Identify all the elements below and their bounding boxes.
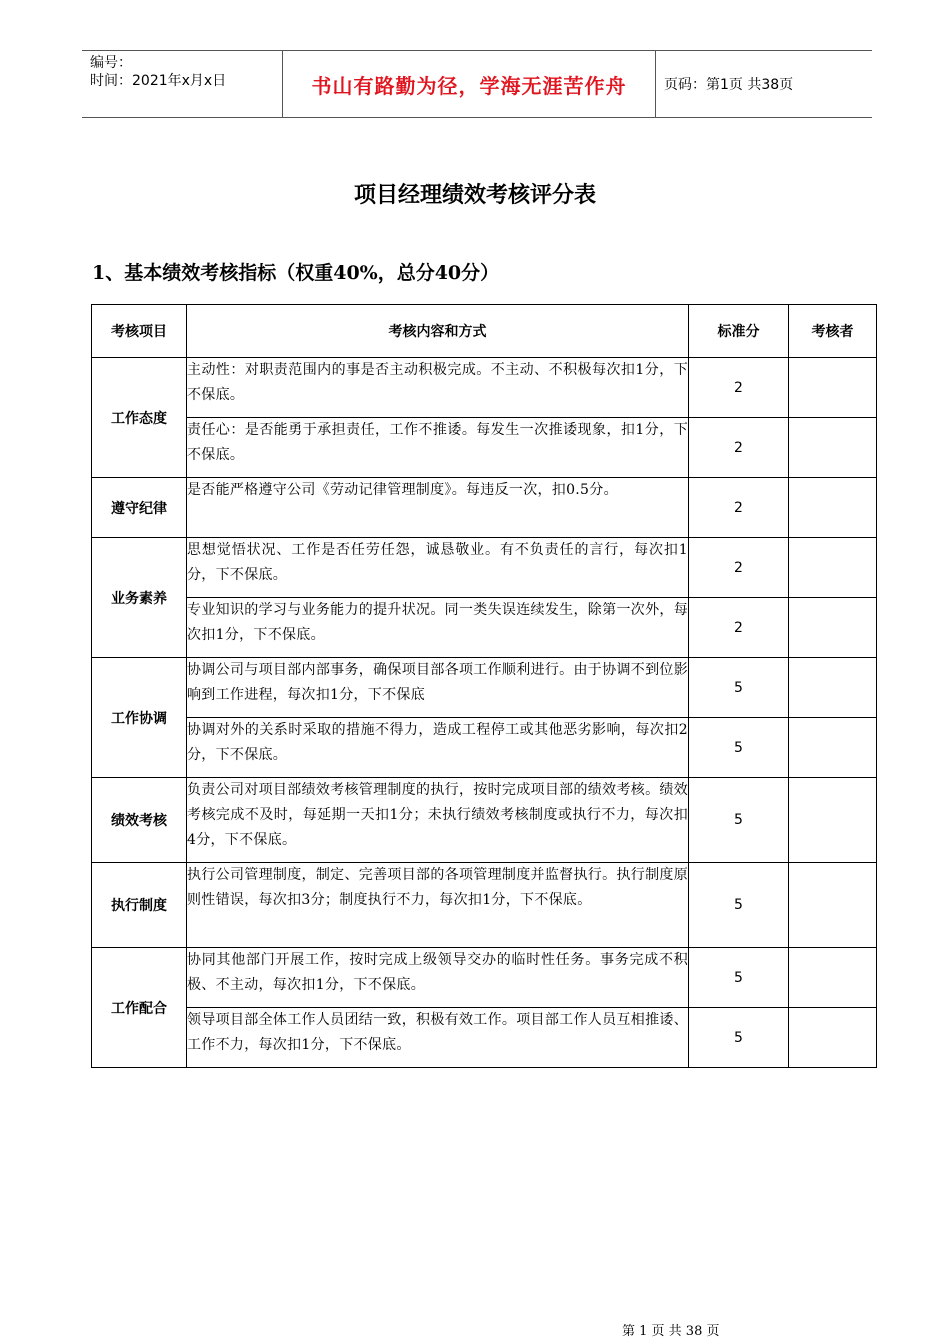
content-cell: 执行公司管理制度，制定、完善项目部的各项管理制度并监督执行。执行制度原则性错误，每次扣3分；制度执行不力，每次扣1分，下不保底。	[187, 863, 689, 948]
content-cell: 是否能严格遵守公司《劳动记律管理制度》。每违反一次，扣0.5分。	[187, 478, 689, 538]
col-header-score: 标准分	[689, 305, 789, 358]
table-row	[92, 478, 877, 538]
table-row	[92, 538, 877, 598]
section-title: 1、基本绩效考核指标（权重40%，总分40分）	[92, 262, 500, 284]
page-footer: 第 1 页 共 38 页	[622, 1324, 720, 1339]
score-cell: 5	[689, 718, 789, 778]
category-cell: 工作配合	[92, 948, 187, 1068]
reviewer-cell[interactable]	[789, 598, 877, 658]
reviewer-cell[interactable]	[789, 948, 877, 1008]
time-label: 时间：2021年x月x日	[90, 73, 227, 89]
reviewer-cell[interactable]	[789, 658, 877, 718]
reviewer-cell[interactable]	[789, 778, 877, 863]
score-cell: 2	[689, 358, 789, 418]
content-cell: 专业知识的学习与业务能力的提升状况。同一类失误连续发生，除第一次外，每次扣1分，下不保底。	[187, 598, 689, 658]
reviewer-cell[interactable]	[789, 718, 877, 778]
table-row	[92, 598, 877, 658]
header-page-info: 页码：第1页 共38页	[664, 77, 794, 93]
page-header	[82, 50, 872, 118]
score-cell: 5	[689, 863, 789, 948]
category-cell: 工作态度	[92, 358, 187, 478]
col-header-content: 考核内容和方式	[187, 305, 689, 358]
category-cell: 遵守纪律	[92, 478, 187, 538]
reviewer-cell[interactable]	[789, 478, 877, 538]
col-header-item: 考核项目	[92, 305, 187, 358]
reviewer-cell[interactable]	[789, 1008, 877, 1068]
header-meta	[82, 51, 282, 117]
content-cell: 协调公司与项目部内部事务，确保项目部各项工作顺利进行。由于协调不到位影响到工作进程，每次扣1分，下不保底	[187, 658, 689, 718]
content-cell: 责任心：是否能勇于承担责任，工作不推诿。每发生一次推诿现象，扣1分，下不保底。	[187, 418, 689, 478]
category-cell: 工作协调	[92, 658, 187, 778]
table-row	[92, 358, 877, 418]
header-motto: 书山有路勤为径，学海无涯苦作舟	[282, 51, 656, 117]
col-header-reviewer: 考核者	[789, 305, 877, 358]
table-header-row	[92, 305, 877, 358]
score-cell: 5	[689, 658, 789, 718]
reviewer-cell[interactable]	[789, 358, 877, 418]
category-cell: 业务素养	[92, 538, 187, 658]
table-row	[92, 948, 877, 1008]
content-cell: 协调对外的关系时采取的措施不得力，造成工程停工或其他恶劣影响，每次扣2分，下不保底。	[187, 718, 689, 778]
content-cell: 协同其他部门开展工作，按时完成上级领导交办的临时性任务。事务完成不积极、不主动，每次扣1分，下不保底。	[187, 948, 689, 1008]
content-cell: 负责公司对项目部绩效考核管理制度的执行，按时完成项目部的绩效考核。绩效考核完成不及时，每延期一天扣1分；未执行绩效考核制度或执行不力，每次扣4分，下不保底。	[187, 778, 689, 863]
assessment-table	[91, 304, 877, 1068]
document-title: 项目经理绩效考核评分表	[353, 182, 596, 208]
reviewer-cell[interactable]	[789, 863, 877, 948]
score-cell: 5	[689, 948, 789, 1008]
category-cell: 绩效考核	[92, 778, 187, 863]
table-row	[92, 1008, 877, 1068]
score-cell: 5	[689, 1008, 789, 1068]
table-row	[92, 658, 877, 718]
reviewer-cell[interactable]	[789, 418, 877, 478]
score-cell: 2	[689, 418, 789, 478]
content-cell: 主动性：对职责范围内的事是否主动积极完成。不主动、不积极每次扣1分，下不保底。	[187, 358, 689, 418]
table-row	[92, 718, 877, 778]
table-row	[92, 778, 877, 863]
number-label: 编号：	[90, 55, 132, 71]
score-cell: 5	[689, 778, 789, 863]
table-row	[92, 418, 877, 478]
reviewer-cell[interactable]	[789, 538, 877, 598]
score-cell: 2	[689, 478, 789, 538]
score-cell: 2	[689, 598, 789, 658]
content-cell: 思想觉悟状况、工作是否任劳任怨，诚恳敬业。有不负责任的言行，每次扣1分，下不保底。	[187, 538, 689, 598]
table-row	[92, 863, 877, 948]
content-cell: 领导项目部全体工作人员团结一致，积极有效工作。项目部工作人员互相推诿、工作不力，每次扣1分，下不保底。	[187, 1008, 689, 1068]
score-cell: 2	[689, 538, 789, 598]
category-cell: 执行制度	[92, 863, 187, 948]
